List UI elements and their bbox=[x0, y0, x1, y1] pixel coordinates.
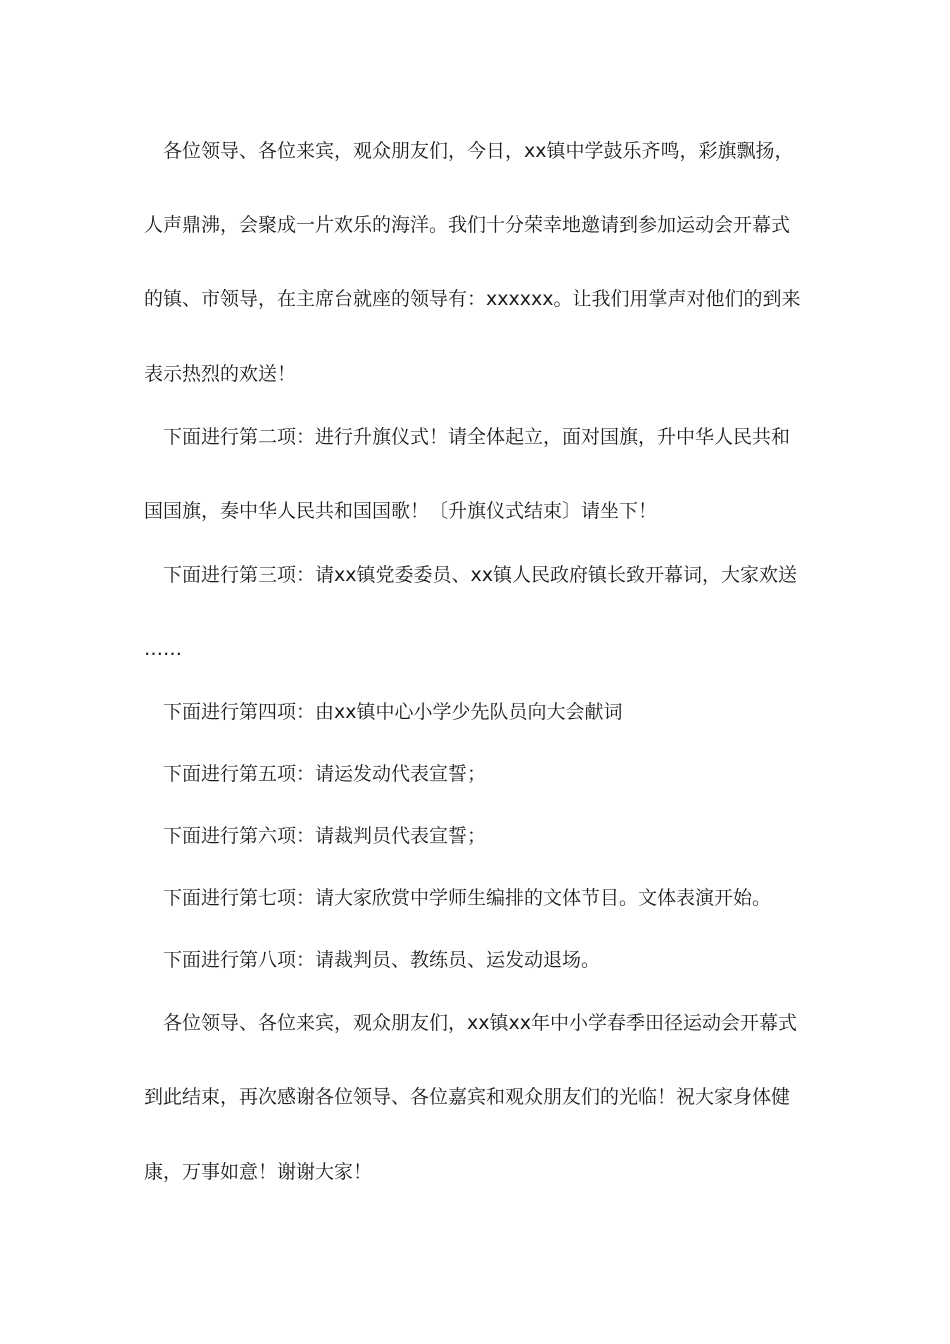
paragraph-4: 下面进行第四项：由xx镇中心小学少先队员向大会献词 bbox=[163, 701, 623, 723]
paragraph-1-line-3: 的镇、市领导，在主席台就座的领导有：xxxxxx。让我们用掌声对他们的到来 bbox=[144, 288, 801, 310]
paragraph-2-line-2: 国国旗，奏中华人民共和国国歌！〔升旗仪式结束〕请坐下！ bbox=[144, 500, 658, 522]
paragraph-1-line-2: 人声鼎沸，会聚成一片欢乐的海洋。我们十分荣幸地邀请到参加运动会开幕式 bbox=[144, 214, 791, 236]
paragraph-6: 下面进行第六项：请裁判员代表宣誓； bbox=[163, 825, 487, 847]
paragraph-1-line-4: 表示热烈的欢送！ bbox=[144, 363, 297, 385]
paragraph-8: 下面进行第八项：请裁判员、教练员、运发动退场。 bbox=[163, 949, 601, 971]
paragraph-3-line-1: 下面进行第三项：请xx镇党委委员、xx镇人民政府镇长致开幕词，大家欢送 bbox=[163, 564, 797, 586]
paragraph-9-line-2: 到此结束，再次感谢各位领导、各位嘉宾和观众朋友们的光临！祝大家身体健 bbox=[144, 1086, 791, 1108]
paragraph-9-line-1: 各位领导、各位来宾，观众朋友们，xx镇xx年中小学春季田径运动会开幕式 bbox=[163, 1012, 797, 1034]
paragraph-7: 下面进行第七项：请大家欣赏中学师生编排的文体节目。文体表演开始。 bbox=[163, 887, 772, 909]
paragraph-3-line-2: …… bbox=[144, 638, 182, 660]
paragraph-5: 下面进行第五项：请运发动代表宣誓； bbox=[163, 763, 487, 785]
paragraph-2-line-1: 下面进行第二项：进行升旗仪式！请全体起立，面对国旗，升中华人民共和 bbox=[163, 426, 791, 448]
paragraph-1-line-1: 各位领导、各位来宾，观众朋友们，今日，xx镇中学鼓乐齐鸣，彩旗飘扬， bbox=[163, 140, 794, 162]
paragraph-9-line-3: 康，万事如意！谢谢大家！ bbox=[144, 1161, 373, 1183]
